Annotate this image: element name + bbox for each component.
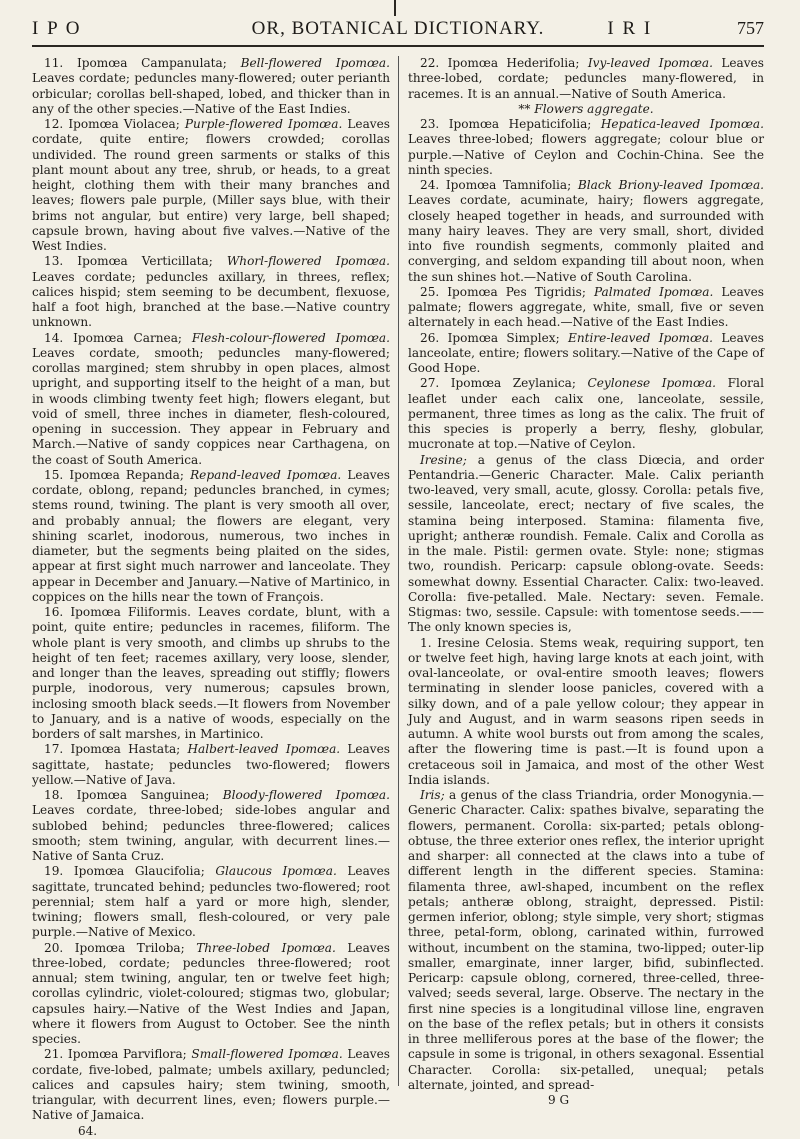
entry-text: Leaves cordate; peduncles axillary, in threes, reflex; calices hispid; stem seeming to be decumbent, flexuose, half a foot high, branched at the base.—Native country unknown. bbox=[32, 269, 390, 330]
entry-text: Leaves sagittate, hastate; peduncles two-flowered; flowers yellow.—Native of Java. bbox=[32, 742, 390, 787]
species-name: Ipomœa Hepaticifolia; bbox=[448, 117, 592, 131]
common-name: Three-lobed Ipomœa. bbox=[196, 940, 336, 955]
entry-text: Leaves palmate; flowers aggregate, white, small, five or seven alternately in each head.—Native of the East Indies. bbox=[408, 284, 764, 330]
entry-text: Leaves cordate, blunt, with a point, quite entire; peduncles in racemes, filiform. The whole plant is very smooth, and climbs up shrubs to the height of ten feet; racemes axillary, very loose, slender, and longer than the leaves, spreading out stiffly; flowers purple, inodorous, very numerous; capsules brown, inclosing smooth black seeds.—It flowers from November to January, and is a native of woods, especially on the borders of salt marshes, in Martinico. bbox=[32, 605, 390, 741]
entry-text: a genus of the class Diœcia, and order Pentandria.—Generic Character. Male. Calix perianth two-leaved, very small, acute, glossy. Corolla: petals five, sessile, lanceolate, erect; nectary of five scales, the stamina being interposed. Stamina: filamenta five, upright; antheræ roundish. Female. Calix and Corolla as in the male. Pistil: germen ovate. Style: none; stigmas two, roundish. Pericarp: capsule oblong-ovate. Seeds: somewhat downy. Essential Character. Calix: two-leaved. Corolla: five-petalled. Male. Nectary: seven. Female. Stigmas: two, sessile. Capsule: with tomentose seeds.——The only known species is, bbox=[408, 452, 764, 635]
entry-paragraph bbox=[408, 56, 764, 102]
common-name: Entire-leaved Ipomœa. bbox=[568, 330, 714, 345]
entry-text: Leaves cordate, five-lobed, palmate; umbels axillary, peduncled; calices and capsules hairy; stem twining, smooth, triangular, with decurrent lines, even; flowers purple.—Native of Jamaica. bbox=[32, 1047, 390, 1123]
entry-paragraph bbox=[408, 636, 764, 789]
entry-text: Floral leaflet under each calix one, lanceolate, sessile, permanent, three times as long as the calix. The fruit of this species is properly a berry, fleshy, globular, mucronate at top.—Native of Ceylon. bbox=[408, 376, 764, 452]
species-name: Ipomœa Glaucifolia; bbox=[73, 864, 205, 879]
entry-number: 27. bbox=[420, 376, 440, 391]
species-name: Ipomœa Hederifolia; bbox=[447, 56, 580, 70]
common-name: Bloody-flowered Ipomœa. bbox=[222, 788, 390, 802]
entry-text: Leaves cordate; peduncles many-flowered; outer perianth orbicular; corollas bell-shaped, lobed, and thicker than in any of the other species.—Native of the East Indies. bbox=[32, 71, 390, 116]
page-number: 757 bbox=[737, 18, 764, 38]
entry-paragraph bbox=[408, 285, 764, 331]
common-name: Small-flowered Ipomœa. bbox=[191, 1047, 343, 1062]
species-name: Ipomœa Zeylanica; bbox=[450, 376, 576, 391]
entry-number: 16. bbox=[44, 605, 64, 619]
header-right: I R I bbox=[607, 18, 653, 39]
entry-paragraph bbox=[32, 788, 390, 864]
species-name: Iresine Celosia. bbox=[437, 635, 534, 650]
header-rule bbox=[32, 45, 764, 47]
entry-number: 1. bbox=[420, 635, 432, 650]
entry-number: 19. bbox=[44, 864, 64, 879]
genus-name: Iris; bbox=[420, 788, 445, 802]
entry-paragraph bbox=[408, 453, 764, 636]
entry-number: 11. bbox=[44, 56, 64, 70]
entry-paragraph bbox=[408, 376, 764, 452]
right-column bbox=[398, 56, 764, 1107]
species-name: Ipomœa Simplex; bbox=[447, 330, 560, 345]
common-name: Palmated Ipomœa. bbox=[593, 284, 714, 299]
entry-paragraph bbox=[408, 178, 764, 285]
entry-paragraph bbox=[32, 468, 390, 605]
common-name: Flesh-colour-flowered Ipomœa. bbox=[191, 330, 390, 345]
entry-paragraph bbox=[408, 117, 764, 178]
common-name: Ceylonese Ipomœa. bbox=[587, 376, 717, 391]
entry-text: Leaves sagittate, truncated behind; peduncles two-flowered; root perennial; stem half a yard or more high, slender, twining; flowers small, flesh-coloured, or very pale purple.—Native of Mexico. bbox=[32, 864, 390, 940]
entry-paragraph bbox=[32, 331, 390, 468]
entry-text: Leaves cordate, smooth; peduncles many-flowered; corollas margined; stem shrubby in open places, almost upright, and supporting itself to the height of a man, but in woods climbing twenty feet high; flowers elegant, but void of smell, three inches in diameter, flesh-coloured, opening in succession. They appear in February and March.—Native of sandy coppices near Carthagena, on the coast of South America. bbox=[32, 345, 390, 467]
signature-mark: 9 G bbox=[548, 1093, 570, 1107]
entry-paragraph bbox=[32, 1047, 390, 1123]
genus-name: Iresine; bbox=[420, 452, 467, 467]
entry-paragraph bbox=[32, 941, 390, 1048]
entry-number: 15. bbox=[44, 467, 64, 482]
entry-number: 22. bbox=[420, 56, 440, 70]
common-name: Whorl-flowered Ipomœa. bbox=[226, 254, 390, 269]
entry-paragraph bbox=[408, 788, 764, 1093]
common-name: Hepatica-leaved Ipomœa. bbox=[600, 117, 764, 131]
species-name: Ipomœa Filiformis. bbox=[70, 605, 191, 619]
common-name: Repand-leaved Ipomœa. bbox=[190, 467, 342, 482]
entry-text: Leaves three-lobed, cordate; peduncles many-flowered, in racemes. It is an annual.—Native of South America. bbox=[408, 56, 764, 101]
header-title: OR, BOTANICAL DICTIONARY. bbox=[251, 18, 545, 39]
species-name: Ipomœa Tamnifolia; bbox=[445, 178, 572, 192]
species-name: Ipomœa Parviflora; bbox=[67, 1047, 187, 1062]
entry-text: Leaves three-lobed, cordate; peduncles three-flowered; root annual; stem twining, angular, ten or twelve feet high; corollas cylindric, violet-coloured; stigmas two, globular; capsules hairy.—Native of the West Indies and Japan, where it flowers from August to October. See the ninth species. bbox=[32, 940, 391, 1046]
entry-text: Leaves cordate, quite entire; flowers crowded; corollas undivided. The round green sarments or stalks of this plant mount about any tree, shrub, or heads, to a great height, clothing them with their many branches and leaves; flowers pale purple, (Miller says blue, with their brims not angular, but entire) very large, bell shaped; capsule brown, having about five valves.—Native of the West Indies. bbox=[32, 117, 390, 253]
entry-number: 12. bbox=[44, 117, 64, 131]
entry-text: Leaves cordate, oblong, repand; peduncles branched, in cymes; stems round, twining. The plant is very smooth all over, and probably annual; the flowers are elegant, very shining scarlet, inodorous, numerous, two inches in diameter, but the segments being plaited on the sides, appear at first sight much narrower and lanceolate. They appear in December and January.—Native of Martinico, in coppices on the hills near the town of François. bbox=[32, 467, 390, 604]
entry-text: Leaves cordate, acuminate, hairy; flowers aggregate, closely heaped together in heads, and surrounded with many hairy leaves. They are very small, short, divided into five roundish segments, commonly plaited and converging, and seldom expanding till about noon, when the sun shines hot.—Native of South Carolina. bbox=[408, 193, 764, 284]
entry-number: 18. bbox=[44, 788, 64, 802]
entry-text: a genus of the class Triandria, order Monogynia.—Generic Character. Calix: spathes bivalve, separating the flowers, permanent. Corolla: six-parted; petals oblong-obtuse, the three exterior ones reflex, the interior upright and sharper: all connected at the claws into a tube of different length in the different species. Stamina: filamenta three, awl-shaped, incumbent on the reflex petals; antheræ oblong, straight, depressed. Pistil: germen inferior, oblong; style simple, very short; stigmas three, petal-form, oblong, carinated within, furrowed without, incumbent on the stamina, two-lipped; outer-lip smaller, emarginate, inner larger, bifid, subinflected. Pericarp: capsule oblong, cornered, three-celled, three-valved; seeds several, large. Observe. The nectary in the first nine species is a longitudinal villose line, engraven on the base of the reflex petals; but in others it consists in three melliferous pores at the base of the flower; the capsule in some is trigonal, in others sexagonal. Essential Character. Corolla: six-petalled, unequal; petals alternate, jointed, and spread- bbox=[408, 788, 764, 1092]
entry-paragraph bbox=[32, 254, 390, 330]
common-name: Halbert-leaved Ipomœa. bbox=[187, 742, 341, 757]
species-name: Ipomœa Sanguinea; bbox=[76, 788, 210, 802]
entry-paragraph bbox=[408, 331, 764, 377]
entry-number: 20. bbox=[44, 940, 64, 955]
entry-number: 24. bbox=[420, 178, 440, 192]
entry-paragraph bbox=[32, 56, 390, 117]
running-header bbox=[32, 10, 764, 40]
species-name: Ipomœa Repanda; bbox=[69, 467, 184, 482]
entry-number: 14. bbox=[44, 330, 64, 345]
species-name: Ipomœa Pes Tigridis; bbox=[447, 284, 586, 299]
left-column bbox=[32, 56, 398, 1138]
common-name: Purple-flowered Ipomœa. bbox=[184, 117, 343, 131]
species-name: Ipomœa Campanulata; bbox=[76, 56, 227, 70]
species-name: Ipomœa Triloba; bbox=[74, 940, 185, 955]
signature-mark: 64. bbox=[78, 1123, 98, 1138]
entry-paragraph bbox=[32, 742, 390, 788]
entry-number: 13. bbox=[44, 254, 64, 269]
species-name: Ipomœa Verticillata; bbox=[77, 254, 213, 269]
species-name: Ipomœa Hastata; bbox=[70, 742, 181, 757]
species-name: Ipomœa Carnea; bbox=[73, 330, 182, 345]
entry-text: Leaves three-lobed; flowers aggregate; colour blue or purple.—Native of Ceylon and Cochin-China. See the ninth species. bbox=[408, 132, 764, 177]
entry-number: 26. bbox=[420, 330, 440, 345]
species-name: Ipomœa Violacea; bbox=[68, 117, 180, 131]
entry-number: 23. bbox=[420, 117, 440, 131]
common-name: Bell-flowered Ipomœa. bbox=[240, 56, 390, 70]
entry-number: 21. bbox=[44, 1047, 64, 1062]
entry-text: Leaves cordate, three-lobed; side-lobes angular and sublobed behind; peduncles three-flowered; calices smooth; stem twining, angular, with decurrent lines.—Native of Santa Cruz. bbox=[32, 803, 390, 863]
common-name: Black Briony-leaved Ipomœa. bbox=[577, 178, 764, 192]
header-left: I P O bbox=[32, 18, 82, 39]
entry-number: 25. bbox=[420, 284, 440, 299]
entry-number: 17. bbox=[44, 742, 64, 757]
text-columns bbox=[32, 56, 764, 1138]
entry-paragraph bbox=[32, 864, 390, 940]
entry-paragraph bbox=[32, 605, 390, 742]
common-name: Ivy-leaved Ipomœa. bbox=[587, 56, 713, 70]
entry-text: Stems weak, requiring support, ten or twelve feet high, having large knots at each joint, with oval-lanceolate, or oval-entire smooth leaves; flowers terminating in slender loose panicles, covered with a silky down, and of a pale yellow colour; they appear in July and August, and in warm seasons ripen seeds in autumn. A white wool bursts out from among the scales, after the flowering time is past.—It is found upon a cretaceous soil in Jamaica, and most of the other West India islands. bbox=[408, 635, 764, 787]
entry-paragraph bbox=[408, 102, 764, 117]
common-name: Glaucous Ipomœa. bbox=[215, 864, 337, 879]
entry-paragraph bbox=[32, 117, 390, 254]
entry-text: Leaves lanceolate, entire; flowers solitary.—Native of the Cape of Good Hope. bbox=[408, 330, 764, 375]
section-note: ** Flowers aggregate. bbox=[518, 101, 654, 116]
